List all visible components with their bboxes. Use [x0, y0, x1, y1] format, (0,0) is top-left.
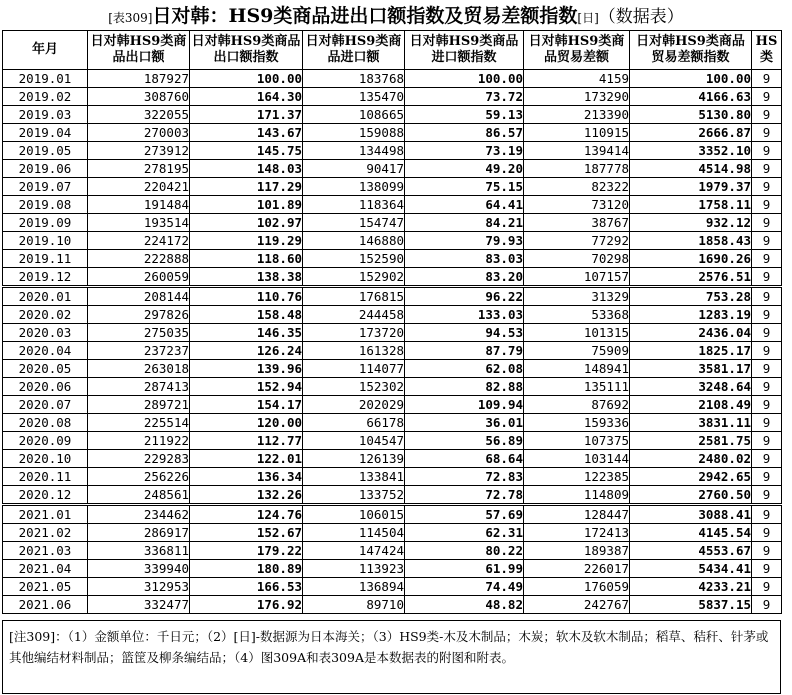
- cell-balance: 4159: [524, 70, 630, 88]
- cell-balance: 122385: [524, 468, 630, 486]
- cell-balance-index: 5130.80: [630, 106, 752, 124]
- cell-month: 2021.03: [3, 542, 88, 560]
- cell-export: 308760: [88, 88, 190, 106]
- cell-import-index: 75.15: [405, 178, 524, 196]
- table-row: [3, 360, 782, 378]
- cell-hs: 9: [752, 142, 782, 160]
- cell-balance: 75909: [524, 342, 630, 360]
- cell-balance-index: 2576.51: [630, 268, 752, 287]
- table-row: [3, 287, 782, 306]
- table-row: [3, 524, 782, 542]
- cell-balance: 148941: [524, 360, 630, 378]
- table-row: [3, 214, 782, 232]
- cell-import: 66178: [303, 414, 405, 432]
- table-row: [3, 414, 782, 432]
- cell-balance: 103144: [524, 450, 630, 468]
- cell-export-index: 164.30: [190, 88, 303, 106]
- cell-hs: 9: [752, 196, 782, 214]
- table-row: [3, 450, 782, 468]
- cell-import-index: 82.88: [405, 378, 524, 396]
- cell-balance-index: 5837.15: [630, 596, 752, 614]
- cell-month: 2021.06: [3, 596, 88, 614]
- cell-import: 114077: [303, 360, 405, 378]
- cell-balance-index: 2108.49: [630, 396, 752, 414]
- cell-import-index: 133.03: [405, 306, 524, 324]
- cell-import-index: 80.22: [405, 542, 524, 560]
- header-import: 日对韩HS9类商品进口额: [303, 31, 405, 70]
- cell-balance-index: 1858.43: [630, 232, 752, 250]
- cell-balance-index: 5434.41: [630, 560, 752, 578]
- cell-balance-index: 4166.63: [630, 88, 752, 106]
- cell-balance: 173290: [524, 88, 630, 106]
- cell-balance: 159336: [524, 414, 630, 432]
- cell-balance: 114809: [524, 486, 630, 505]
- header-balance: 日对韩HS9类商品贸易差额: [524, 31, 630, 70]
- cell-balance-index: 100.00: [630, 70, 752, 88]
- table-row: [3, 88, 782, 106]
- cell-export: 273912: [88, 142, 190, 160]
- cell-month: 2021.04: [3, 560, 88, 578]
- table-row: [3, 468, 782, 486]
- cell-import: 104547: [303, 432, 405, 450]
- cell-import: 146880: [303, 232, 405, 250]
- cell-export: 286917: [88, 524, 190, 542]
- cell-hs: 9: [752, 232, 782, 250]
- cell-hs: 9: [752, 360, 782, 378]
- table-row: [3, 324, 782, 342]
- cell-balance-index: 4553.67: [630, 542, 752, 560]
- cell-balance: 189387: [524, 542, 630, 560]
- cell-import-index: 59.13: [405, 106, 524, 124]
- header-import-index: 日对韩HS9类商品进口额指数: [405, 31, 524, 70]
- cell-export: 322055: [88, 106, 190, 124]
- table-row: [3, 306, 782, 324]
- cell-balance-index: 3581.17: [630, 360, 752, 378]
- cell-export-index: 145.75: [190, 142, 303, 160]
- cell-month: 2019.11: [3, 250, 88, 268]
- cell-balance: 53368: [524, 306, 630, 324]
- cell-export: 220421: [88, 178, 190, 196]
- cell-export-index: 118.60: [190, 250, 303, 268]
- cell-hs: 9: [752, 468, 782, 486]
- cell-export-index: 102.97: [190, 214, 303, 232]
- footnote: [注309]：（1）金额单位：千日元；（2）[日]-数据源为日本海关；（3）HS9类-木及木制品；木炭；软木及软木制品；稻草、秸秆、针茅或其他编结材料制品；篮筐及柳条编结品；（4）图309A和表309A是本数据表的附图和附表。: [2, 620, 781, 694]
- cell-export: 336811: [88, 542, 190, 560]
- cell-export-index: 138.38: [190, 268, 303, 287]
- cell-import-index: 62.31: [405, 524, 524, 542]
- cell-export: 263018: [88, 360, 190, 378]
- cell-balance-index: 3088.41: [630, 505, 752, 524]
- cell-month: 2020.01: [3, 287, 88, 306]
- cell-balance: 31329: [524, 287, 630, 306]
- cell-import-index: 49.20: [405, 160, 524, 178]
- cell-balance: 38767: [524, 214, 630, 232]
- cell-import: 138099: [303, 178, 405, 196]
- cell-balance: 87692: [524, 396, 630, 414]
- cell-month: 2019.09: [3, 214, 88, 232]
- cell-export: 229283: [88, 450, 190, 468]
- table-row: [3, 160, 782, 178]
- cell-export-index: 119.29: [190, 232, 303, 250]
- cell-export: 237237: [88, 342, 190, 360]
- cell-import-index: 100.00: [405, 70, 524, 88]
- cell-export: 208144: [88, 287, 190, 306]
- data-table: [2, 30, 782, 614]
- cell-balance: 70298: [524, 250, 630, 268]
- cell-import-index: 83.20: [405, 268, 524, 287]
- cell-export-index: 124.76: [190, 505, 303, 524]
- cell-export-index: 154.17: [190, 396, 303, 414]
- title-main: 日对韩：HS9类商品进出口额指数及贸易差额指数: [152, 5, 578, 27]
- cell-import: 176815: [303, 287, 405, 306]
- cell-export-index: 143.67: [190, 124, 303, 142]
- cell-balance-index: 4233.21: [630, 578, 752, 596]
- cell-import-index: 64.41: [405, 196, 524, 214]
- cell-import: 108665: [303, 106, 405, 124]
- cell-balance: 226017: [524, 560, 630, 578]
- cell-balance: 107157: [524, 268, 630, 287]
- cell-import: 135470: [303, 88, 405, 106]
- cell-hs: 9: [752, 324, 782, 342]
- cell-import-index: 94.53: [405, 324, 524, 342]
- cell-balance: 172413: [524, 524, 630, 542]
- cell-balance-index: 4145.54: [630, 524, 752, 542]
- cell-import-index: 109.94: [405, 396, 524, 414]
- cell-month: 2020.05: [3, 360, 88, 378]
- cell-hs: 9: [752, 396, 782, 414]
- cell-month: 2020.11: [3, 468, 88, 486]
- cell-import: 152902: [303, 268, 405, 287]
- cell-balance-index: 1979.37: [630, 178, 752, 196]
- cell-export: 248561: [88, 486, 190, 505]
- cell-export: 270003: [88, 124, 190, 142]
- cell-export: 222888: [88, 250, 190, 268]
- cell-export: 193514: [88, 214, 190, 232]
- cell-month: 2019.07: [3, 178, 88, 196]
- cell-export: 224172: [88, 232, 190, 250]
- table-row: [3, 596, 782, 614]
- cell-export-index: 152.94: [190, 378, 303, 396]
- cell-export-index: 139.96: [190, 360, 303, 378]
- cell-month: 2019.03: [3, 106, 88, 124]
- cell-export: 234462: [88, 505, 190, 524]
- cell-import-index: 72.78: [405, 486, 524, 505]
- cell-balance: 73120: [524, 196, 630, 214]
- table-row: [3, 432, 782, 450]
- cell-hs: 9: [752, 342, 782, 360]
- cell-import: 136894: [303, 578, 405, 596]
- table-row: [3, 396, 782, 414]
- table-row: [3, 124, 782, 142]
- cell-month: 2019.04: [3, 124, 88, 142]
- cell-month: 2020.08: [3, 414, 88, 432]
- cell-export: 297826: [88, 306, 190, 324]
- cell-hs: 9: [752, 414, 782, 432]
- cell-balance: 213390: [524, 106, 630, 124]
- cell-balance: 110915: [524, 124, 630, 142]
- cell-export-index: 117.29: [190, 178, 303, 196]
- cell-export: 278195: [88, 160, 190, 178]
- cell-balance: 176059: [524, 578, 630, 596]
- cell-balance-index: 1825.17: [630, 342, 752, 360]
- table-row: [3, 560, 782, 578]
- cell-import: 152302: [303, 378, 405, 396]
- cell-export: 287413: [88, 378, 190, 396]
- table-row: [3, 70, 782, 88]
- cell-export: 191484: [88, 196, 190, 214]
- cell-export: 312953: [88, 578, 190, 596]
- cell-month: 2021.05: [3, 578, 88, 596]
- cell-balance-index: 4514.98: [630, 160, 752, 178]
- cell-export: 225514: [88, 414, 190, 432]
- cell-hs: 9: [752, 88, 782, 106]
- cell-balance-index: 2666.87: [630, 124, 752, 142]
- cell-import: 173720: [303, 324, 405, 342]
- cell-hs: 9: [752, 524, 782, 542]
- table-row: [3, 250, 782, 268]
- cell-export: 339940: [88, 560, 190, 578]
- cell-month: 2020.06: [3, 378, 88, 396]
- cell-export-index: 146.35: [190, 324, 303, 342]
- cell-import-index: 62.08: [405, 360, 524, 378]
- cell-export: 289721: [88, 396, 190, 414]
- cell-export-index: 158.48: [190, 306, 303, 324]
- table-row: [3, 486, 782, 505]
- cell-month: 2020.07: [3, 396, 88, 414]
- cell-export: 187927: [88, 70, 190, 88]
- cell-balance: 107375: [524, 432, 630, 450]
- cell-import-index: 56.89: [405, 432, 524, 450]
- cell-month: 2019.02: [3, 88, 88, 106]
- cell-balance-index: 3831.11: [630, 414, 752, 432]
- cell-balance: 77292: [524, 232, 630, 250]
- cell-balance-index: 2942.65: [630, 468, 752, 486]
- header-row: [3, 31, 782, 70]
- cell-export-index: 179.22: [190, 542, 303, 560]
- cell-month: 2019.08: [3, 196, 88, 214]
- cell-import: 133841: [303, 468, 405, 486]
- cell-balance: 242767: [524, 596, 630, 614]
- cell-import: 133752: [303, 486, 405, 505]
- header-export-index: 日对韩HS9类商品出口额指数: [190, 31, 303, 70]
- cell-import: 244458: [303, 306, 405, 324]
- cell-hs: 9: [752, 268, 782, 287]
- cell-export-index: 110.76: [190, 287, 303, 306]
- cell-import: 202029: [303, 396, 405, 414]
- cell-import: 152590: [303, 250, 405, 268]
- cell-import: 114504: [303, 524, 405, 542]
- cell-export-index: 136.34: [190, 468, 303, 486]
- cell-balance-index: 3248.64: [630, 378, 752, 396]
- cell-hs: 9: [752, 106, 782, 124]
- cell-hs: 9: [752, 505, 782, 524]
- cell-hs: 9: [752, 450, 782, 468]
- table-row: [3, 542, 782, 560]
- header-month: 年月: [3, 31, 88, 70]
- cell-export-index: 101.89: [190, 196, 303, 214]
- cell-hs: 9: [752, 160, 782, 178]
- cell-month: 2020.10: [3, 450, 88, 468]
- cell-hs: 9: [752, 70, 782, 88]
- cell-balance-index: 1758.11: [630, 196, 752, 214]
- cell-balance-index: 2436.04: [630, 324, 752, 342]
- cell-balance-index: 2760.50: [630, 486, 752, 505]
- cell-export-index: 122.01: [190, 450, 303, 468]
- cell-hs: 9: [752, 306, 782, 324]
- cell-export-index: 148.03: [190, 160, 303, 178]
- cell-import-index: 87.79: [405, 342, 524, 360]
- table-row: [3, 232, 782, 250]
- cell-hs: 9: [752, 542, 782, 560]
- table-row: [3, 578, 782, 596]
- cell-import-index: 96.22: [405, 287, 524, 306]
- cell-balance-index: 753.28: [630, 287, 752, 306]
- table-row: [3, 505, 782, 524]
- cell-export-index: 176.92: [190, 596, 303, 614]
- cell-import-index: 86.57: [405, 124, 524, 142]
- cell-import-index: 73.72: [405, 88, 524, 106]
- cell-import: 89710: [303, 596, 405, 614]
- cell-export-index: 132.26: [190, 486, 303, 505]
- cell-export-index: 126.24: [190, 342, 303, 360]
- cell-month: 2020.04: [3, 342, 88, 360]
- cell-import-index: 57.69: [405, 505, 524, 524]
- cell-month: 2020.02: [3, 306, 88, 324]
- cell-export-index: 152.67: [190, 524, 303, 542]
- cell-month: 2021.01: [3, 505, 88, 524]
- cell-balance-index: 2581.75: [630, 432, 752, 450]
- cell-import: 126139: [303, 450, 405, 468]
- cell-month: 2019.10: [3, 232, 88, 250]
- cell-import-index: 68.64: [405, 450, 524, 468]
- cell-import-index: 73.19: [405, 142, 524, 160]
- cell-balance-index: 1690.26: [630, 250, 752, 268]
- table-row: [3, 142, 782, 160]
- cell-month: 2020.09: [3, 432, 88, 450]
- cell-import: 183768: [303, 70, 405, 88]
- cell-import: 118364: [303, 196, 405, 214]
- cell-export: 260059: [88, 268, 190, 287]
- source-tag: [日]: [577, 11, 599, 25]
- table-row: [3, 196, 782, 214]
- cell-hs: 9: [752, 287, 782, 306]
- table-row: [3, 342, 782, 360]
- cell-hs: 9: [752, 578, 782, 596]
- header-export: 日对韩HS9类商品出口额: [88, 31, 190, 70]
- cell-export-index: 180.89: [190, 560, 303, 578]
- cell-hs: 9: [752, 124, 782, 142]
- table-number: [表309]: [108, 11, 153, 25]
- cell-balance: 82322: [524, 178, 630, 196]
- cell-export-index: 100.00: [190, 70, 303, 88]
- cell-import: 147424: [303, 542, 405, 560]
- header-hs: HS类: [752, 31, 782, 70]
- cell-month: 2019.06: [3, 160, 88, 178]
- cell-balance: 187778: [524, 160, 630, 178]
- cell-hs: 9: [752, 432, 782, 450]
- cell-balance-index: 1283.19: [630, 306, 752, 324]
- cell-import: 134498: [303, 142, 405, 160]
- cell-import: 113923: [303, 560, 405, 578]
- cell-import-index: 36.01: [405, 414, 524, 432]
- cell-import: 90417: [303, 160, 405, 178]
- cell-month: 2020.12: [3, 486, 88, 505]
- cell-import-index: 79.93: [405, 232, 524, 250]
- cell-hs: 9: [752, 214, 782, 232]
- cell-month: 2019.12: [3, 268, 88, 287]
- cell-hs: 9: [752, 596, 782, 614]
- cell-export-index: 171.37: [190, 106, 303, 124]
- cell-export-index: 166.53: [190, 578, 303, 596]
- title-paren: （数据表）: [598, 7, 684, 27]
- cell-hs: 9: [752, 486, 782, 505]
- cell-import-index: 84.21: [405, 214, 524, 232]
- cell-balance: 128447: [524, 505, 630, 524]
- cell-balance: 101315: [524, 324, 630, 342]
- cell-import-index: 74.49: [405, 578, 524, 596]
- table-row: [3, 106, 782, 124]
- cell-import-index: 83.03: [405, 250, 524, 268]
- cell-import-index: 61.99: [405, 560, 524, 578]
- cell-balance: 135111: [524, 378, 630, 396]
- table-row: [3, 378, 782, 396]
- table-row: [3, 268, 782, 287]
- cell-month: 2020.03: [3, 324, 88, 342]
- cell-balance-index: 2480.02: [630, 450, 752, 468]
- cell-import: 159088: [303, 124, 405, 142]
- cell-balance-index: 932.12: [630, 214, 752, 232]
- cell-export: 275035: [88, 324, 190, 342]
- cell-export: 332477: [88, 596, 190, 614]
- cell-import: 161328: [303, 342, 405, 360]
- table-title: [0, 0, 792, 30]
- cell-balance-index: 3352.10: [630, 142, 752, 160]
- cell-balance: 139414: [524, 142, 630, 160]
- cell-import: 106015: [303, 505, 405, 524]
- table-row: [3, 178, 782, 196]
- cell-import-index: 72.83: [405, 468, 524, 486]
- cell-month: 2019.01: [3, 70, 88, 88]
- cell-hs: 9: [752, 378, 782, 396]
- cell-month: 2019.05: [3, 142, 88, 160]
- cell-hs: 9: [752, 250, 782, 268]
- cell-export: 211922: [88, 432, 190, 450]
- cell-hs: 9: [752, 178, 782, 196]
- cell-export-index: 120.00: [190, 414, 303, 432]
- cell-export-index: 112.77: [190, 432, 303, 450]
- cell-month: 2021.02: [3, 524, 88, 542]
- cell-hs: 9: [752, 560, 782, 578]
- header-balance-index: 日对韩HS9类商品贸易差额指数: [630, 31, 752, 70]
- cell-import-index: 48.82: [405, 596, 524, 614]
- cell-export: 256226: [88, 468, 190, 486]
- cell-import: 154747: [303, 214, 405, 232]
